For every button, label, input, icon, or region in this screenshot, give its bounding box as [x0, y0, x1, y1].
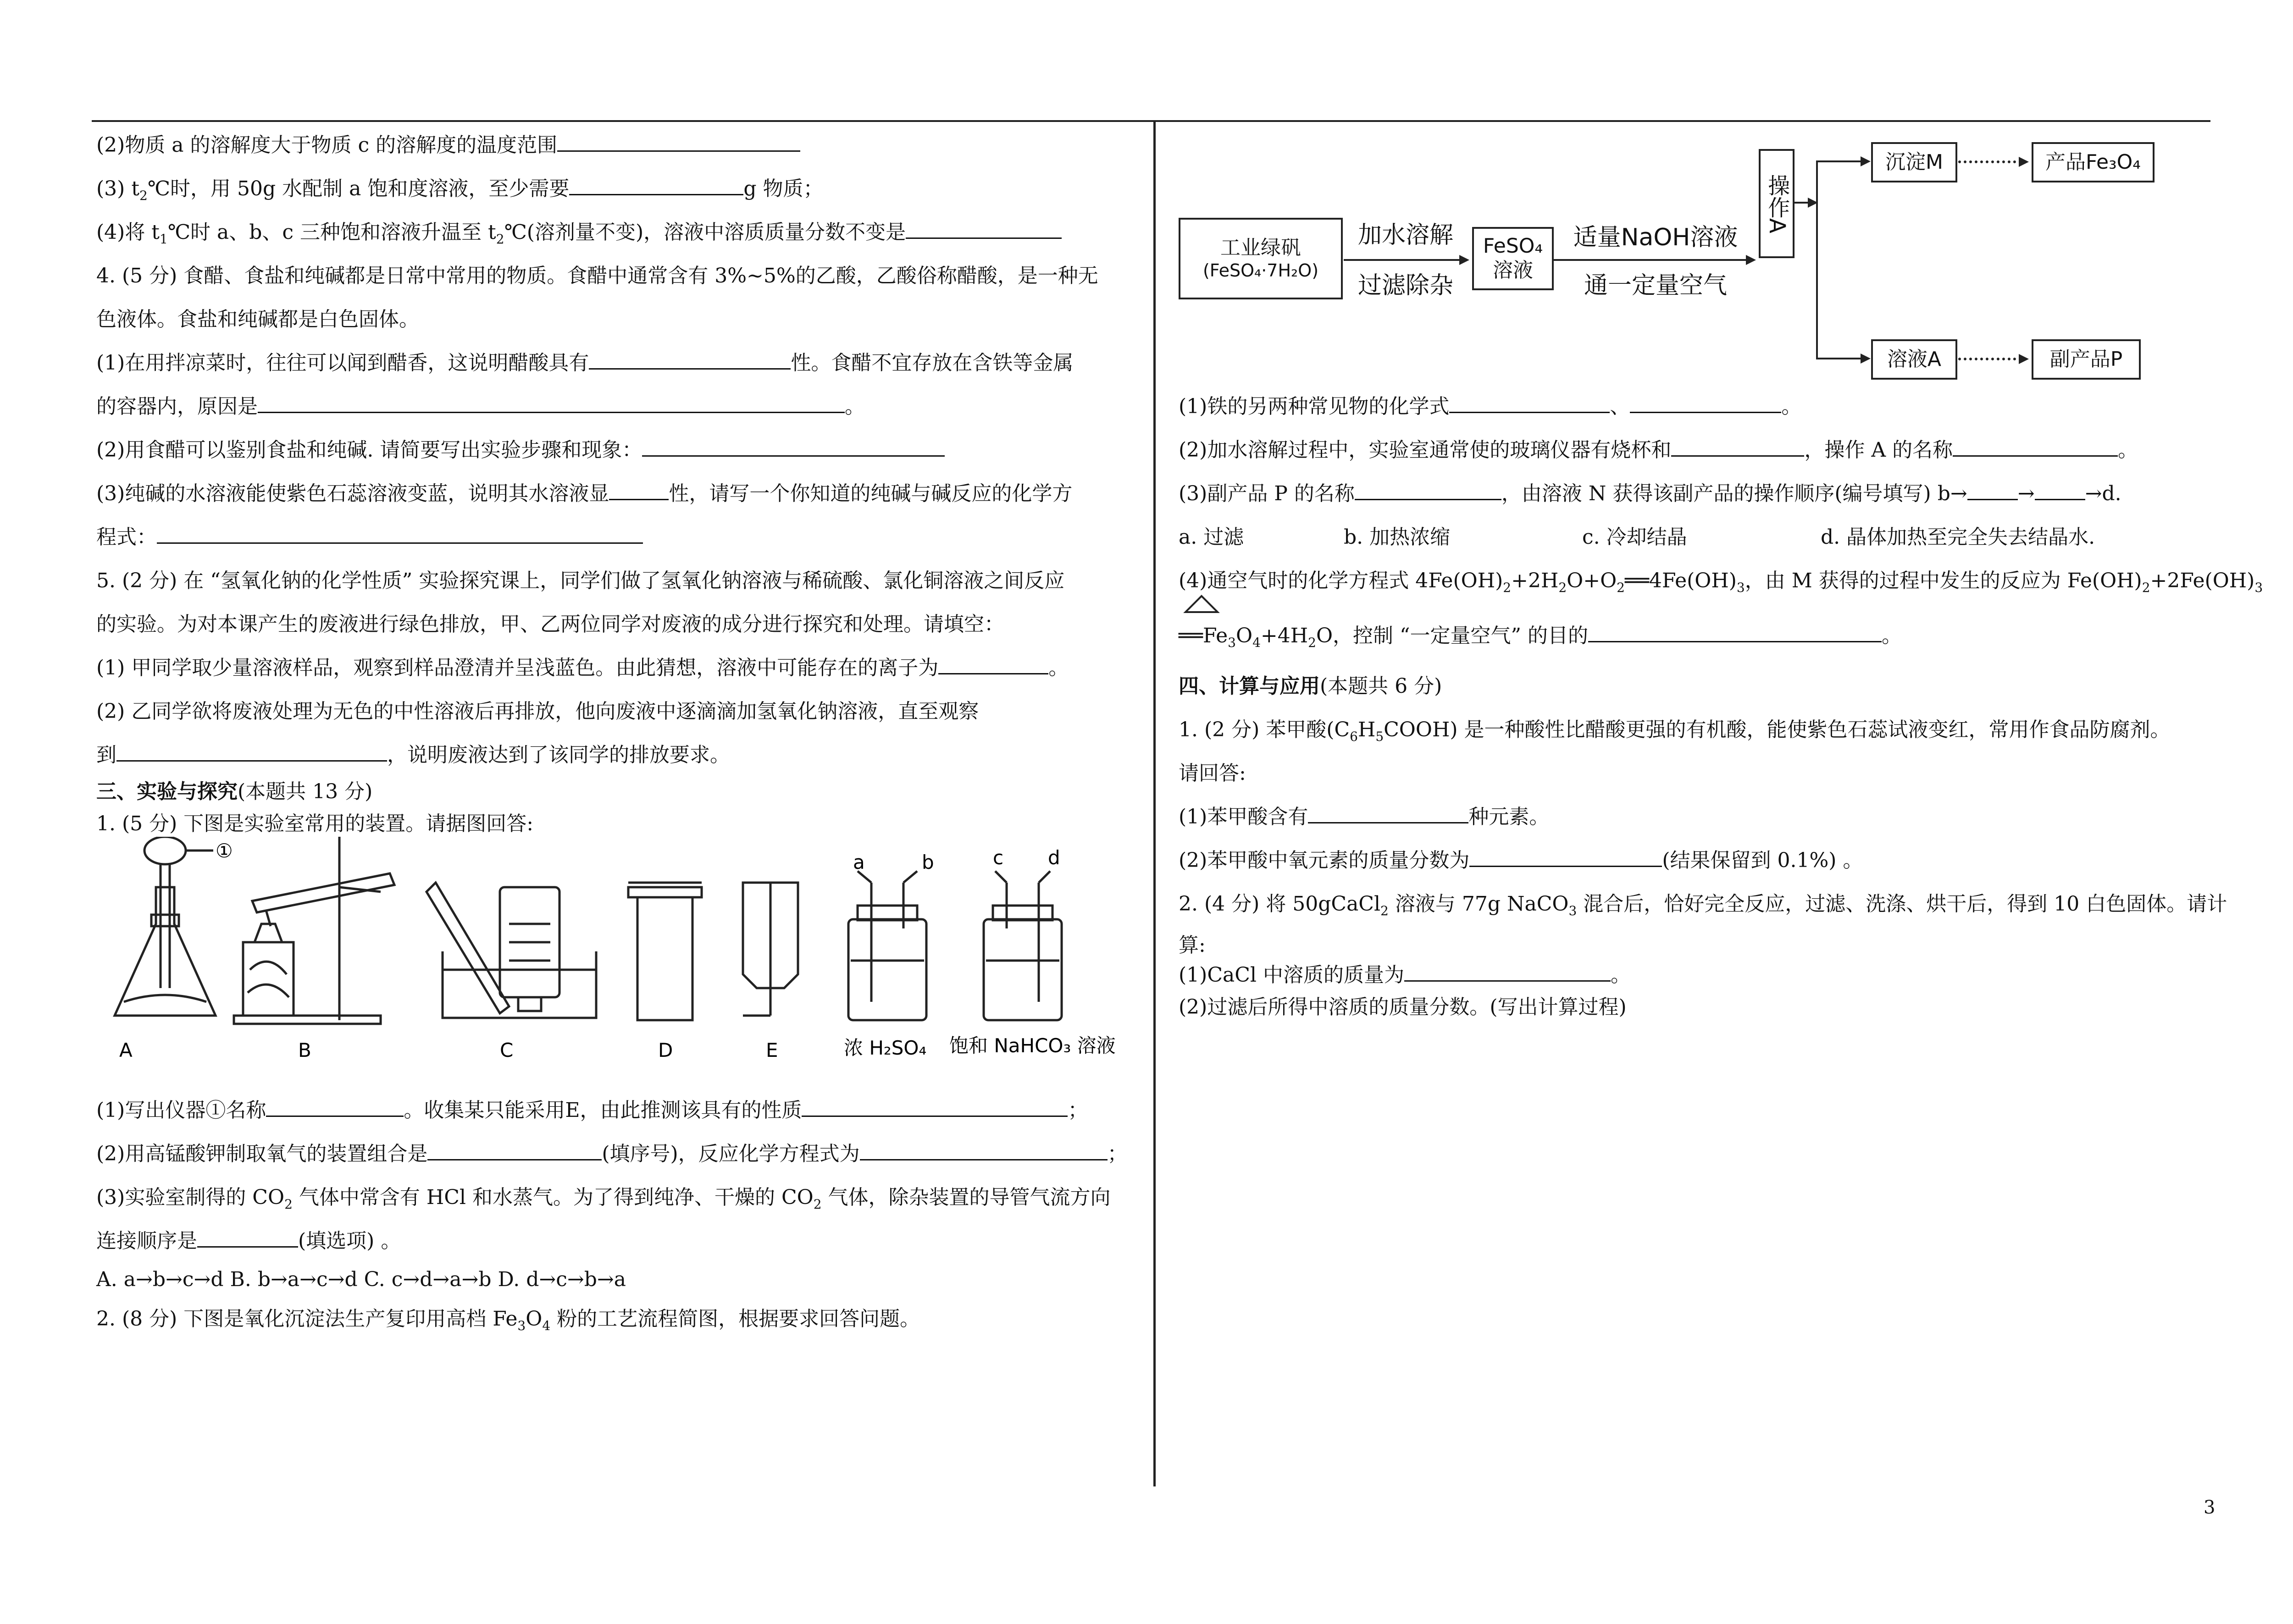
question-4-1: (1)在用拌凉菜时，往往可以闻到醋香，这说明醋酸具有 性。食醋不宜存放在含铁等金属 [96, 346, 1073, 376]
flow-question-1: (1)铁的另两种常见物的化学式 、 。 [1179, 390, 1801, 419]
flow-question-2: (2)加水溶解过程中，实验室通常使的玻璃仪器有烧杯和 ，操作 A 的名称 。 [1179, 433, 2138, 463]
answer-blank[interactable] [938, 655, 1048, 674]
figure-label-a-port: a [853, 851, 865, 873]
experiment-1-3-cont: 连接顺序是 (填选项) 。 [96, 1224, 401, 1254]
answer-blank[interactable] [1404, 962, 1611, 982]
column-divider [1153, 120, 1156, 1486]
answer-blank[interactable] [1588, 623, 1882, 642]
calc-1-prompt: 请回答: [1179, 762, 1246, 785]
step1-bottom-label: 过滤除杂 [1357, 272, 1453, 299]
figure-label-a: A [119, 1039, 133, 1061]
answer-blank[interactable] [1355, 481, 1501, 500]
experiment-1-2: (2)用高锰酸钾制取氧气的装置组合是 (填序号)，反应化学方程式为 ； [96, 1137, 1128, 1166]
answer-blank[interactable] [589, 350, 791, 370]
top-rule [92, 120, 2210, 122]
experiment-1-3: (3)实验室制得的 $CO_2$ 气体中常含有 HCl 和水蒸气。为了得到纯净、干燥的 $CO_2$ 气体，除杂装置的导管气流方向 [96, 1186, 1111, 1212]
answer-blank[interactable] [266, 1097, 404, 1117]
calc-2-2: (2)过滤后所得中溶质的质量分数。(写出计算过程) [1179, 995, 1627, 1019]
question-5-intro-2: 的实验。为对本课产生的废液进行绿色排放，甲、乙两位同学对废液的成分进行探究和处理。请填空： [96, 613, 1004, 636]
box-operation-a: 操作A [1759, 149, 1795, 258]
question-4-2: (2)用食醋可以鉴别食盐和纯碱. 请简要写出实验步骤和现象： [96, 433, 945, 463]
lab-apparatus-figure [96, 837, 1146, 1075]
arrow-to-solution [1816, 358, 1869, 359]
question-3-3: (3) $t_2℃$时，用 50g 水配制 a 饱和度溶液，至少需要 g 物质； [96, 172, 824, 203]
box-feso4-solution: FeSO₄ 溶液 [1472, 227, 1554, 290]
page-number: 3 [2204, 1497, 2215, 1518]
answer-blank[interactable] [116, 742, 387, 762]
answer-blank[interactable] [1953, 437, 2118, 457]
answer-blank[interactable] [1671, 437, 1804, 457]
box-precipitate-m: 沉淀M [1871, 142, 1957, 182]
calc-2-1: (1)CaCl 中溶质的质量为 。 [1179, 958, 1631, 988]
apparatus-drawing [96, 837, 1146, 1075]
calc-2-intro: 2. (4 分) 将 50gCaCl$_2$ 溶液与 77g NaCO$_3$ 混合后，恰好完全反应，过滤、洗涤、烘干后，得到 10 白色固体。请计 [1179, 892, 2227, 918]
question-5-2-cont: 到 ，说明废液达到了该同学的排放要求。 [96, 738, 730, 768]
arrow-2 [1552, 259, 1754, 261]
flow-question-4: (4)通空气时的化学方程式 $4Fe(OH)_2+2H_2O+O_2══4Fe(OH)_3$，由 M 获得的过程中发生的反应为 $Fe(OH)_2+2Fe(OH)_3$ [1179, 569, 2263, 595]
section-3-heading: 三、实验与探究(本题共 13 分) [96, 780, 373, 803]
figure-label-sat-nahco3: 饱和 NaHCO₃ 溶液 [949, 1034, 1116, 1057]
arrow-op-out [1793, 202, 1816, 204]
experiment-1-options: A. a→b→c→d B. b→a→c→d C. c→d→a→b D. d→c→b→a [96, 1268, 626, 1291]
answer-blank[interactable] [427, 1141, 602, 1160]
apparatus-e [743, 883, 798, 1016]
flow-question-3-options: a. 过滤 b. 加热浓缩 c. 冷却结晶 d. 晶体加热至完全失去结晶水. [1179, 525, 2095, 549]
box-industrial-vitriol: 工业绿矾 (FeSO₄·7H₂O) [1179, 218, 1343, 299]
calc-1-1: (1)苯甲酸含有 种元素。 [1179, 800, 1549, 829]
question-5-intro-1: 5. (2 分) 在 “氢氧化钠的化学性质” 实验探究课上，同学们做了氢氧化钠溶液与稀硫酸、氯化铜溶液之间反应 [96, 569, 1065, 592]
answer-blank[interactable] [642, 437, 945, 457]
dotted-arrow-byproduct [1958, 358, 2027, 360]
figure-label-d-port: d [1048, 846, 1060, 869]
figure-label-e: E [766, 1039, 778, 1061]
question-3-2: (2)物质 a 的溶解度大于物质 c 的溶解度的温度范围 [96, 128, 800, 158]
flow-question-4-cont: $══Fe_3O_4+4H_2O$，控制 “一定量空气” 的目的 。 [1179, 619, 1902, 650]
figure-label-circle1: ① [216, 840, 233, 862]
answer-blank[interactable] [157, 524, 643, 544]
figure-label-c-port: c [993, 846, 1004, 869]
figure-label-b: B [298, 1039, 311, 1061]
answer-blank[interactable] [2035, 481, 2085, 500]
figure-label-conc-h2so4: 浓 H₂SO₄ [844, 1037, 927, 1059]
wash-bottle-1 [848, 871, 926, 1020]
question-4-3-cont: 程式： [96, 520, 643, 550]
answer-blank[interactable] [197, 1228, 298, 1248]
box-byproduct-p: 副产品P [2032, 339, 2141, 380]
question-5-2: (2) 乙同学欲将废液处理为无色的中性溶液后再排放，他向废液中逐滴滴加氢氧化钠溶液，直至观察 [96, 700, 979, 723]
answer-blank[interactable] [1449, 393, 1610, 413]
answer-blank[interactable] [906, 219, 1062, 239]
answer-blank[interactable] [258, 393, 845, 413]
apparatus-c [426, 883, 596, 1018]
wash-bottle-2 [984, 871, 1062, 1020]
section-4-heading: 四、计算与应用(本题共 6 分) [1179, 674, 1442, 698]
apparatus-d [628, 883, 702, 1020]
question-3-4: (4)将 $t_1℃$时 a、b、c 三种饱和溶液升温至 $t_2℃$(溶剂量不变)，溶液中溶质质量分数不变是 [96, 215, 1062, 247]
calc-1-2: (2)苯甲酸中氧元素的质量分数为 (结果保留到 0.1%) 。 [1179, 844, 1863, 873]
answer-blank[interactable] [1308, 804, 1468, 823]
apparatus-b [234, 837, 394, 1024]
answer-blank[interactable] [1630, 393, 1781, 413]
question-4-intro-1: 4. (5 分) 食醋、食盐和纯碱都是日常中常用的物质。食醋中通常含有 3%~5%的乙酸，乙酸俗称醋酸，是一种无 [96, 264, 1098, 287]
answer-blank[interactable] [569, 176, 743, 195]
experiment-1-1: (1)写出仪器①名称 。收集某只能采用E，由此推测该具有的性质 ； [96, 1094, 1088, 1123]
answer-blank[interactable] [1967, 481, 2018, 500]
step2-top-label: 适量NaOH溶液 [1573, 224, 1738, 251]
flow-question-3: (3)副产品 P 的名称 ，由溶液 N 获得该副产品的操作顺序(编号填写) b→ → →d. [1179, 477, 2121, 506]
step2-bottom-label: 通一定量空气 [1584, 272, 1727, 299]
figure-label-c: C [500, 1039, 514, 1061]
arrow-1 [1344, 259, 1468, 261]
arrow-to-precipitate [1816, 160, 1869, 162]
apparatus-a [115, 837, 216, 1016]
question-4-intro-2: 色液体。食盐和纯碱都是白色固体。 [96, 308, 419, 331]
experiment-2-intro: 2. (8 分) 下图是氧化沉淀法生产复印用高档 $Fe_3O_4$ 粉的工艺流程简图，根据要求回答问题。 [96, 1307, 920, 1333]
figure-label-d: D [658, 1039, 673, 1061]
answer-blank[interactable] [802, 1097, 1068, 1117]
heat-triangle-icon [1179, 594, 1224, 617]
question-4-1-cont: 的容器内，原因是 。 [96, 390, 865, 419]
answer-blank[interactable] [609, 481, 669, 500]
answer-blank[interactable] [557, 132, 800, 152]
box-solution-a: 溶液A [1871, 339, 1957, 380]
experiment-1-intro: 1. (5 分) 下图是实验室常用的装置。请据图回答: [96, 812, 534, 835]
question-4-3: (3)纯碱的水溶液能使紫色石蕊溶液变蓝，说明其水溶液显 性，请写一个你知道的纯碱与碱反应的化学方 [96, 477, 1072, 506]
answer-blank[interactable] [860, 1141, 1108, 1160]
process-flow-chart [1179, 138, 2210, 376]
answer-blank[interactable] [1469, 847, 1662, 867]
calc-2-prompt: 算: [1179, 934, 1206, 957]
box-product-fe3o4: 产品Fe₃O₄ [2032, 142, 2155, 182]
step1-top-label: 加水溶解 [1357, 221, 1453, 249]
calc-1-intro: 1. (2 分) 苯甲酸$(C_6H_5COOH)$ 是一种酸性比醋酸更强的有机酸，能使紫色石蕊试液变红，常用作食品防腐剂。 [1179, 718, 2171, 744]
branch-bar [1816, 160, 1818, 358]
question-5-1: (1) 甲同学取少量溶液样品，观察到样品澄清并呈浅蓝色。由此猜想，溶液中可能存在的离子为 。 [96, 651, 1069, 680]
dotted-arrow-product [1958, 160, 2027, 163]
figure-label-b-port: b [922, 851, 934, 873]
